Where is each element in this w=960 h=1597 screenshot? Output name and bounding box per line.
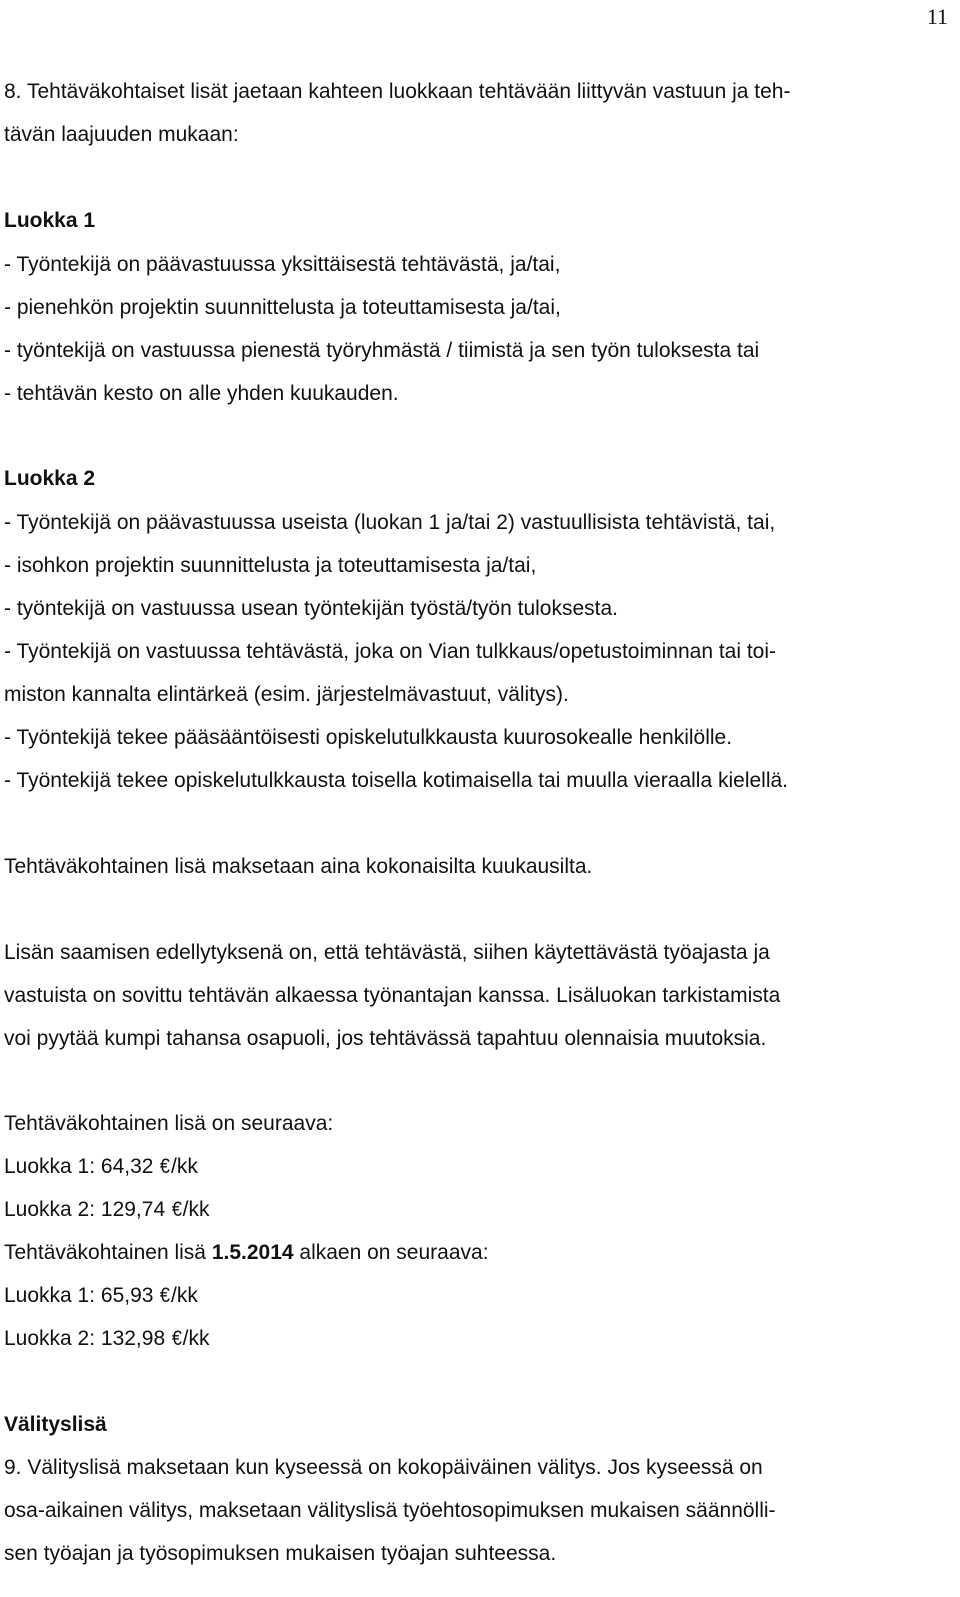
rate-label: Luokka 1: 64,32 xyxy=(4,1155,160,1178)
valityslisa-line: osa-aikainen välitys, maksetaan välityslisä työehtosopimuksen mukaisen säännölli- xyxy=(4,1499,776,1522)
luokka2-line: - Työntekijä tekee opiskelutulkkausta toisella kotimaisella tai muulla vieraalla kielellä. xyxy=(4,769,789,792)
luokka2-line: - Työntekijä tekee pääsääntöisesti opiskelutulkkausta kuurosokealle henkilölle. xyxy=(4,726,733,749)
rate-luokka1-new xyxy=(4,1283,198,1309)
euro-sign: € xyxy=(160,1155,171,1178)
euro-sign: € xyxy=(160,1284,171,1307)
luokka2-line: - Työntekijä on vastuussa tehtävästä, joka on Vian tulkkaus/opetustoiminnan tai toi- xyxy=(4,640,777,663)
luokka2-line: - Työntekijä on päävastuussa useista (luokan 1 ja/tai 2) vastuullisista tehtävistä, tai, xyxy=(4,511,776,534)
item8-line-2: tävän laajuuden mukaan: xyxy=(4,123,239,146)
luokka1-line: - tehtävän kesto on alle yhden kuukauden. xyxy=(4,382,399,405)
new-intro-prefix: Tehtäväkohtainen lisä xyxy=(4,1241,212,1264)
page-number: 11 xyxy=(926,4,948,29)
rates-intro: Tehtäväkohtainen lisä on seuraava: xyxy=(4,1112,334,1135)
rate-label: Luokka 2: 132,98 xyxy=(4,1327,171,1350)
luokka1-heading: Luokka 1 xyxy=(4,209,96,232)
euro-sign: € xyxy=(171,1198,182,1221)
euro-sign: € xyxy=(171,1327,182,1350)
luokka1-line: - työntekijä on vastuussa pienestä työryhmästä / tiimistä ja sen työn tuloksesta tai xyxy=(4,339,760,362)
valityslisa-line: sen työajan ja työsopimuksen mukaisen työajan suhteessa. xyxy=(4,1542,557,1565)
per-month: /kk xyxy=(170,1284,198,1307)
condition-line: vastuista on sovittu tehtävän alkaessa työnantajan kanssa. Lisäluokan tarkistamista xyxy=(4,984,781,1007)
per-month: /kk xyxy=(182,1327,210,1350)
effective-date: 1.5.2014 xyxy=(211,1241,294,1264)
monthly-note: Tehtäväkohtainen lisä maksetaan aina kokonaisilta kuukausilta. xyxy=(4,855,593,878)
item8-line-1: 8. Tehtäväkohtaiset lisät jaetaan kahteen luokkaan tehtävään liittyvän vastuun ja teh- xyxy=(4,80,791,103)
rate-label: Luokka 1: 65,93 xyxy=(4,1284,160,1307)
rate-luokka1 xyxy=(4,1154,198,1180)
condition-line: Lisän saamisen edellytyksenä on, että tehtävästä, siihen käytettävästä työajasta ja xyxy=(4,941,770,964)
luokka1-line: - pienehkön projektin suunnittelusta ja toteuttamisesta ja/tai, xyxy=(4,296,561,319)
rate-luokka2 xyxy=(4,1197,210,1223)
luokka2-heading: Luokka 2 xyxy=(4,467,96,490)
valityslisa-heading: Välityslisä xyxy=(4,1413,107,1436)
new-intro-suffix: alkaen on seuraava: xyxy=(293,1241,489,1264)
per-month: /kk xyxy=(170,1155,198,1178)
luokka1-line: - Työntekijä on päävastuussa yksittäisestä tehtävästä, ja/tai, xyxy=(4,253,561,276)
condition-line: voi pyytää kumpi tahansa osapuoli, jos tehtävässä tapahtuu olennaisia muutoksia. xyxy=(4,1027,767,1050)
luokka2-line: miston kannalta elintärkeä (esim. järjestelmävastuut, välitys). xyxy=(4,683,569,706)
luokka2-line: - isohkon projektin suunnittelusta ja toteuttamisesta ja/tai, xyxy=(4,554,537,577)
valityslisa-line: 9. Välityslisä maksetaan kun kyseessä on kokopäiväinen välitys. Jos kyseessä on xyxy=(4,1456,763,1479)
per-month: /kk xyxy=(182,1198,210,1221)
rates-new-intro xyxy=(4,1240,489,1266)
rate-label: Luokka 2: 129,74 xyxy=(4,1198,171,1221)
luokka2-line: - työntekijä on vastuussa usean työntekijän työstä/työn tuloksesta. xyxy=(4,597,619,620)
rate-luokka2-new xyxy=(4,1326,210,1352)
